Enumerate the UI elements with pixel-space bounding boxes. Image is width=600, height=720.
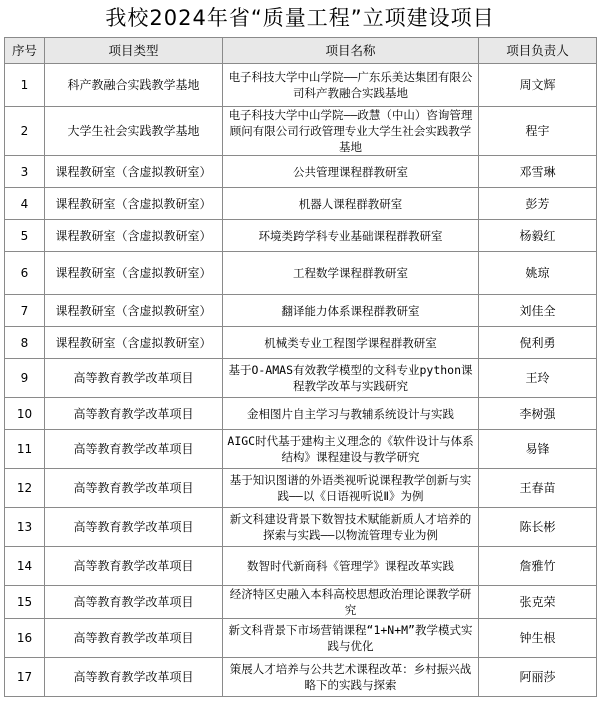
row-type: 高等教育教学改革项目 bbox=[45, 508, 223, 547]
row-type: 高等教育教学改革项目 bbox=[45, 658, 223, 697]
row-number: 7 bbox=[5, 295, 45, 327]
row-number: 13 bbox=[5, 508, 45, 547]
row-type: 高等教育教学改革项目 bbox=[45, 547, 223, 586]
project-table bbox=[4, 37, 597, 697]
row-leader: 彭芳 bbox=[479, 188, 597, 220]
row-project-name: 工程数学课程群教研室 bbox=[223, 252, 479, 295]
row-project-name: 电子科技大学中山学院——广东乐美达集团有限公司科产教融合实践基地 bbox=[223, 64, 479, 107]
row-number: 6 bbox=[5, 252, 45, 295]
row-type: 大学生社会实践教学基地 bbox=[45, 107, 223, 156]
row-leader: 詹雅竹 bbox=[479, 547, 597, 586]
row-number: 12 bbox=[5, 469, 45, 508]
table-row bbox=[5, 430, 597, 469]
table-row bbox=[5, 107, 597, 156]
table-row bbox=[5, 156, 597, 188]
row-number: 4 bbox=[5, 188, 45, 220]
row-type: 高等教育教学改革项目 bbox=[45, 430, 223, 469]
table-row bbox=[5, 586, 597, 619]
row-leader: 王春苗 bbox=[479, 469, 597, 508]
table-row bbox=[5, 469, 597, 508]
row-number: 2 bbox=[5, 107, 45, 156]
row-number: 15 bbox=[5, 586, 45, 619]
table-row bbox=[5, 658, 597, 697]
table-row bbox=[5, 295, 597, 327]
table-row bbox=[5, 619, 597, 658]
row-leader: 易锋 bbox=[479, 430, 597, 469]
row-number: 1 bbox=[5, 64, 45, 107]
row-leader: 钟生根 bbox=[479, 619, 597, 658]
row-leader: 倪利勇 bbox=[479, 327, 597, 359]
row-type: 课程教研室（含虚拟教研室） bbox=[45, 327, 223, 359]
table-row bbox=[5, 359, 597, 398]
row-leader: 陈长彬 bbox=[479, 508, 597, 547]
row-leader: 王玲 bbox=[479, 359, 597, 398]
table-row bbox=[5, 398, 597, 430]
header-number: 序号 bbox=[5, 38, 45, 64]
row-number: 14 bbox=[5, 547, 45, 586]
row-number: 10 bbox=[5, 398, 45, 430]
row-leader: 姚琼 bbox=[479, 252, 597, 295]
row-project-name: 机械类专业工程图学课程群教研室 bbox=[223, 327, 479, 359]
row-leader: 阿丽莎 bbox=[479, 658, 597, 697]
header-type: 项目类型 bbox=[45, 38, 223, 64]
row-type: 高等教育教学改革项目 bbox=[45, 469, 223, 508]
row-type: 课程教研室（含虚拟教研室） bbox=[45, 188, 223, 220]
row-type: 课程教研室（含虚拟教研室） bbox=[45, 252, 223, 295]
row-leader: 周文辉 bbox=[479, 64, 597, 107]
row-number: 3 bbox=[5, 156, 45, 188]
row-project-name: 策展人才培养与公共艺术课程改革：乡村振兴战略下的实践与探索 bbox=[223, 658, 479, 697]
table-row bbox=[5, 508, 597, 547]
row-project-name: 翻译能力体系课程群教研室 bbox=[223, 295, 479, 327]
document-title: 我校2024年省“质量工程”立项建设项目 bbox=[105, 6, 495, 30]
table-row bbox=[5, 64, 597, 107]
row-number: 16 bbox=[5, 619, 45, 658]
row-number: 9 bbox=[5, 359, 45, 398]
header-leader: 项目负责人 bbox=[479, 38, 597, 64]
row-type: 课程教研室（含虚拟教研室） bbox=[45, 220, 223, 252]
row-project-name: 新文科背景下市场营销课程“1+N+M”教学模式实践与优化 bbox=[223, 619, 479, 658]
row-leader: 邓雪琳 bbox=[479, 156, 597, 188]
table-header-row bbox=[5, 38, 597, 64]
table-row bbox=[5, 252, 597, 295]
table-row bbox=[5, 327, 597, 359]
row-project-name: 金相图片自主学习与教辅系统设计与实践 bbox=[223, 398, 479, 430]
row-project-name: AIGC时代基于建构主义理念的《软件设计与体系结构》课程建设与教学研究 bbox=[223, 430, 479, 469]
row-project-name: 基于知识图谱的外语类视听说课程教学创新与实践——以《日语视听说Ⅱ》为例 bbox=[223, 469, 479, 508]
row-project-name: 环境类跨学科专业基础课程群教研室 bbox=[223, 220, 479, 252]
row-number: 17 bbox=[5, 658, 45, 697]
row-number: 5 bbox=[5, 220, 45, 252]
row-leader: 张克荣 bbox=[479, 586, 597, 619]
row-number: 8 bbox=[5, 327, 45, 359]
table-row bbox=[5, 220, 597, 252]
row-project-name: 电子科技大学中山学院——政慧（中山）咨询管理顾问有限公司行政管理专业大学生社会实践教学基地 bbox=[223, 107, 479, 156]
row-leader: 刘佳全 bbox=[479, 295, 597, 327]
header-name: 项目名称 bbox=[223, 38, 479, 64]
row-type: 高等教育教学改革项目 bbox=[45, 619, 223, 658]
row-project-name: 新文科建设背景下数智技术赋能新质人才培养的探索与实践——以物流管理专业为例 bbox=[223, 508, 479, 547]
row-type: 课程教研室（含虚拟教研室） bbox=[45, 295, 223, 327]
row-type: 高等教育教学改革项目 bbox=[45, 398, 223, 430]
row-number: 11 bbox=[5, 430, 45, 469]
row-project-name: 基于O-AMAS有效教学模型的文科专业python课程教学改革与实践研究 bbox=[223, 359, 479, 398]
row-leader: 程宇 bbox=[479, 107, 597, 156]
row-project-name: 公共管理课程群教研室 bbox=[223, 156, 479, 188]
row-project-name: 数智时代新商科《管理学》课程改革实践 bbox=[223, 547, 479, 586]
table-row bbox=[5, 547, 597, 586]
row-project-name: 经济特区史融入本科高校思想政治理论课教学研究 bbox=[223, 586, 479, 619]
row-leader: 李树强 bbox=[479, 398, 597, 430]
row-type: 高等教育教学改革项目 bbox=[45, 359, 223, 398]
row-leader: 杨毅红 bbox=[479, 220, 597, 252]
table-row bbox=[5, 188, 597, 220]
row-type: 高等教育教学改革项目 bbox=[45, 586, 223, 619]
row-project-name: 机器人课程群教研室 bbox=[223, 188, 479, 220]
row-type: 课程教研室（含虚拟教研室） bbox=[45, 156, 223, 188]
row-type: 科产教融合实践教学基地 bbox=[45, 64, 223, 107]
